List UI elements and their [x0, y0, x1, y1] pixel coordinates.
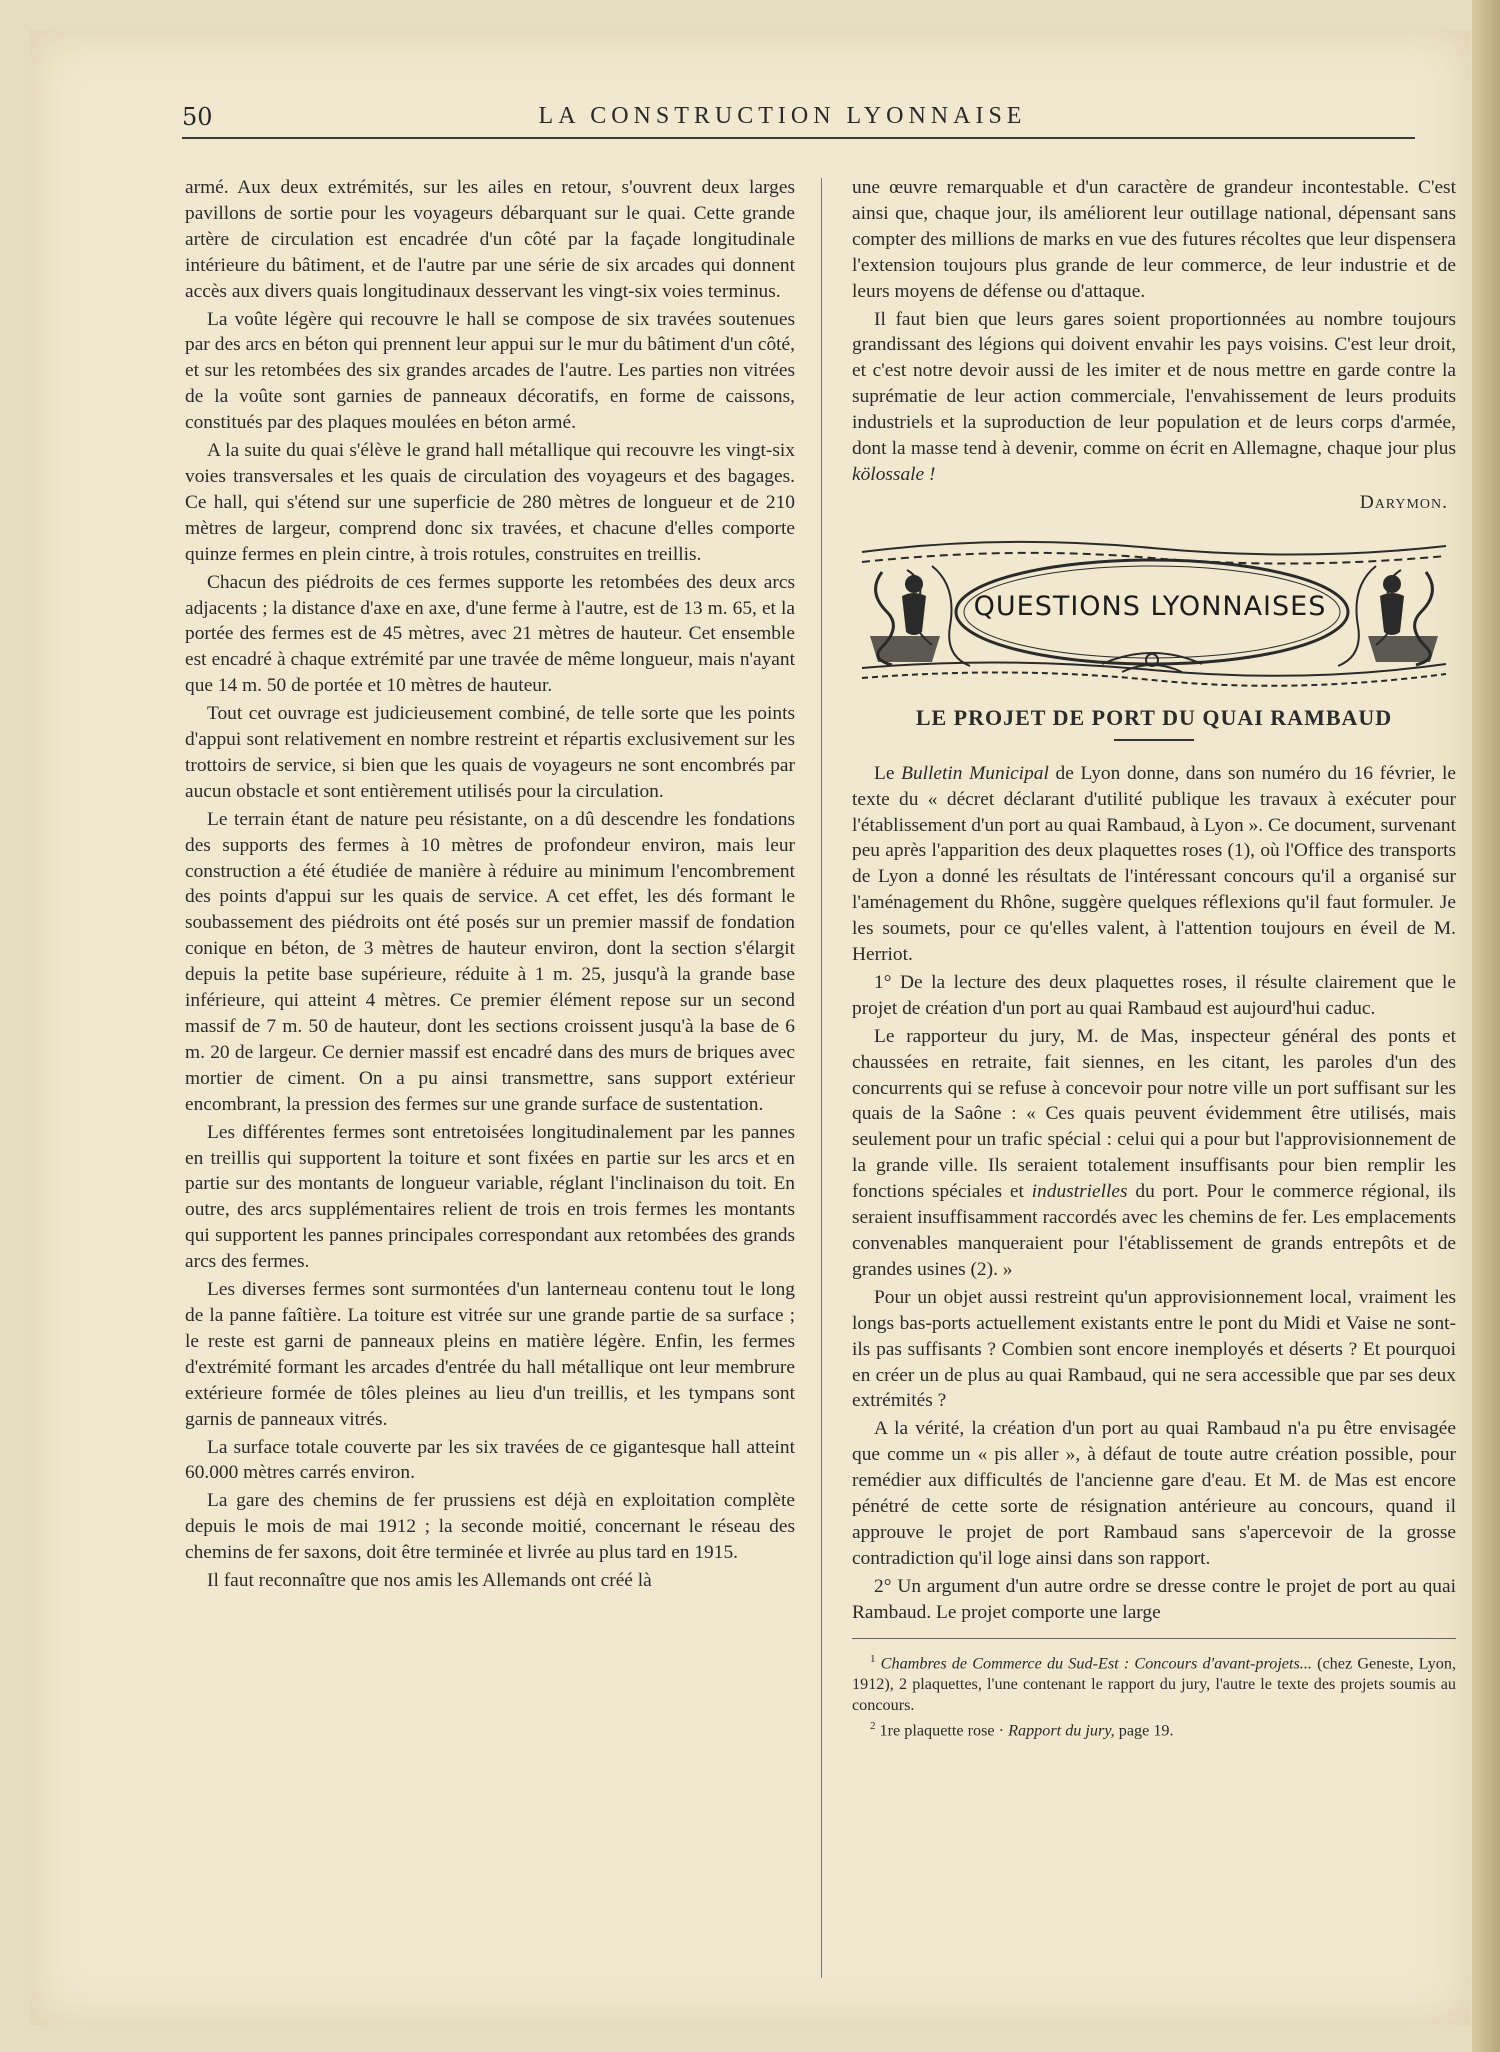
page-header: [150, 95, 1415, 139]
footnotes: [852, 1649, 1456, 1742]
article-title: LE PROJET DE PORT DU QUAI RAMBAUD: [915, 704, 1393, 730]
paragraph: La gare des chemins de fer prussiens est déjà en exploitation complète depuis le mois de mai 1912 ; la seconde moitié, concernant le réseau des chemins de fer saxons, doit être terminée et livrée au plus tard en 1915.: [185, 1490, 795, 1564]
footnote-rule: [852, 1638, 1456, 1639]
paragraph: Pour un objet aussi restreint qu'un approvisionnement local, vraiment les longs bas-ports actuellement existants entre le pont du Midi et Vaise ne sont-ils pas suffisants ? Combien sont encore inemployés et déserts ? Et pourquoi en créer un de plus au quai Rambaud, qui ne sera accessible que par ses deux extrémités ?: [852, 1286, 1456, 1412]
paragraph: Il faut bien que leurs gares soient proportionnées au nombre toujours grandissant des légions qui doivent envahir les pays voisins. C'est leur droit, et c'est notre devoir aussi de les imiter et de nous mettre en garde contre la suprématie de leur action commerciale, l'envahissement de leurs produits industriels et la suproduction de leur population et de leurs corps d'armée, dont la masse tend à devenir, comme on écrit en Allemagne, chaque jour plus kölossale !: [852, 308, 1456, 485]
paragraph: 1° De la lecture des deux plaquettes roses, il résulte clairement que le projet de création d'un port au quai Rambaud est aujourd'hui caduc.: [852, 971, 1456, 1019]
running-title: LA CONSTRUCTION LYONNAISE: [538, 103, 1027, 129]
footnote: $^1$ Chambres de Commerce du Sud-Est : Concours d'avant-projets... (chez Geneste, Lyon, 1912), 2 plaquettes, l'une contenant le rapport du jury, l'autre le texte des projets soumis au concours.: [852, 1652, 1456, 1714]
paragraph: armé. Aux deux extrémités, sur les ailes en retour, s'ouvrent deux larges pavillons de sortie pour les voyageurs débarquant sur le quai. Cette grande artère de circulation est encadrée d'un côté par la façade longitudinale intérieure du bâtiment, et de l'autre par une série de six arcades qui donnent accès aux divers quais longitudinaux desservant les vingt-six voies terminus.: [185, 177, 795, 302]
paragraph: Le terrain étant de nature peu résistante, on a dû descendre les fondations des supports des fermes à 10 mètres de profondeur environ, mais leur construction a été étudiée de manière à réduire au minimum l'encombrement des points d'appui sur les quais de service. A cet effet, les dés formant le soubassement des piédroits ont été posés sur un premier massif de fondation conique en béton, de 3 mètres de hauteur environ, dont la section s'élargit depuis la petite base supérieure, réduite à 1 m. 25, jusqu'à la grande base inférieure, qui atteint 4 mètres. Ce premier élément repose sur un second massif de 7 m. 50 de hauteur, dont les sections croissent jusqu'à la base de 6 m. 20 de largeur. Ce dernier massif est encadré dans des murs de briques avec mortier de ciment. On a pu ainsi transmettre, sans support extérieur encombrant, la pression des fermes sur une grande surface de sustentation.: [185, 808, 795, 1115]
paragraph: La surface totale couverte par les six travées de ce gigantesque hall atteint 60.000 mètres carrés environ.: [185, 1436, 795, 1484]
paragraph: une œuvre remarquable et d'un caractère de grandeur incontestable. C'est ainsi que, chaque jour, ils améliorent leur outillage national, dépensant sans compter des millions de marks en vue des futures récoltes que leur dispensera l'extension toujours plus grande de leur commerce, de leur industrie et de leurs moyens de défense ou d'attaque.: [852, 177, 1456, 302]
paragraph: Il faut reconnaître que nos amis les Allemands ont créé là: [207, 1570, 652, 1592]
paragraph: A la suite du quai s'élève le grand hall métallique qui recouvre les vingt-six voies transversales et les quais de circulation des voyageurs et des bagages. Ce hall, qui s'étend sur une superficie de 280 mètres de longueur et de 210 mètres de largeur, comprend donc six travées, et chacune d'elles comporte quinze fermes en plein cintre, à trois rotules, construites en treillis.: [185, 440, 795, 565]
paragraph: Le Bulletin Municipal de Lyon donne, dans son numéro du 16 février, le texte du « décret déclarant d'utilité publique les travaux à exécuter pour l'établissement d'un port au quai Rambaud, à Lyon ». Ce document, survenant peu après l'apparition des deux plaquettes roses (1), où l'Office des transports de Lyon a donné les résultats de l'intéressant concours qu'il a organisé sur l'aménagement du Rhône, suggère quelques réflexions qu'il faut formuler. Je les soumets, pour ce qu'elles valent, à l'attention toujours en éveil de M. Herriot.: [852, 762, 1456, 966]
column-divider: [821, 178, 822, 1978]
paragraph: Le rapporteur du jury, M. de Mas, inspecteur général des ponts et chaussées en retraite, fait siennes, en les citant, les paroles d'un des concurrents qui se refuse à concevoir pour notre ville un port suffisant sur les quais de la Saône : « Ces quais peuvent évidemment être utilisés, mais seulement pour un trafic spécial : celui qui a pour but l'approvisionnement de la grande ville. Ils seraient totalement insuffisants pour bien remplir les fonctions spéciales et industrielles du port. Pour le commerce régional, ils seraient insuffisamment raccordés avec les chemins de fer. Les emplacements convenables manqueraient pour l'établissement de grands entrepôts et de grandes usines (2). »: [852, 1025, 1456, 1280]
paragraph: 2° Un argument d'un autre ordre se dresse contre le projet de port au quai Rambaud. Le projet comporte une large: [852, 1575, 1456, 1623]
header-rule: [182, 137, 1415, 139]
paragraph: Tout cet ouvrage est judicieusement combiné, de telle sorte que les points d'appui sont relativement en nombre restreint et répartis exclusivement sur les trottoirs de service, si bien que les quais de voyageurs ne sont encombrés par aucun obstacle et sont entièrement utilisés pour la circulation.: [185, 703, 795, 802]
page-edge: [1472, 0, 1500, 2052]
title-rule: [1114, 739, 1194, 741]
paragraph: Les diverses fermes sont surmontées d'un lanterneau contenu tout le long de la panne faîtière. La toiture est vitrée sur une grande partie de sa surface ; le reste est garni de panneaux pleins en matière légère. Enfin, les fermes d'extrémité formant les arcades d'entrée du hall métallique ont leur membrure extérieure formée de tôles pleines au lieu d'un treillis, et les tympans sont garnis de panneaux vitrés.: [185, 1279, 795, 1430]
footnote: $^2$ 1re plaquette rose · Rapport du jury, page 19.: [870, 1719, 1174, 1740]
author-signature: Darymon.: [1359, 491, 1448, 513]
paragraph: Les différentes fermes sont entretoisées longitudinalement par les pannes en treillis qui supportent la toiture et sont fixées en partie sur les arcs et en partie sur des montants de longueur variable, réglant l'inclinaison du toit. En outre, des arcs supplémentaires relient de trois en trois fermes les montants qui supportent les pannes principales correspondant aux retombées des grands arcs des fermes.: [185, 1121, 795, 1273]
page-number: 50: [182, 103, 213, 131]
banner-title: QUESTIONS LYONNAISES: [973, 590, 1327, 622]
paragraph: A la vérité, la création d'un port au quai Rambaud n'a pu être envisagée que comme un « pis aller », à défaut de toute autre création possible, pour remédier aux difficultés de l'ancienne gare d'eau. Et M. de Mas est encore pénétré de cette sorte de résignation antérieure au concours, quand il approuve le projet de port Rambaud sans s'apercevoir de la grosse contradiction qu'il loge ainsi dans son rapport.: [852, 1418, 1456, 1569]
right-column: [852, 175, 1456, 1741]
paragraph: La voûte légère qui recouvre le hall se compose de six travées soutenues par des arcs en béton qui prennent leur appui sur le mur du bâtiment d'un côté, et sur les retombées des six grandes arcades de l'autre. Les parties non vitrées de la voûte sont garnies de panneaux décoratifs, en forme de caissons, constitués par des plaques moulées en béton armé.: [185, 308, 795, 434]
left-column: [185, 175, 795, 1596]
paragraph: Chacun des piédroits de ces fermes supporte les retombées des deux arcs adjacents ; la distance d'axe en axe, d'une ferme à l'autre, est de 13 m. 65, et la portée des fermes est de 45 mètres, avec 21 mètres de hauteur. Cet ensemble est encadré à chaque extrémité par une travée de même longueur, mais n'ayant que 14 m. 50 de portée et 10 mètres de hauteur.: [185, 571, 795, 697]
section-banner: [852, 532, 1456, 687]
